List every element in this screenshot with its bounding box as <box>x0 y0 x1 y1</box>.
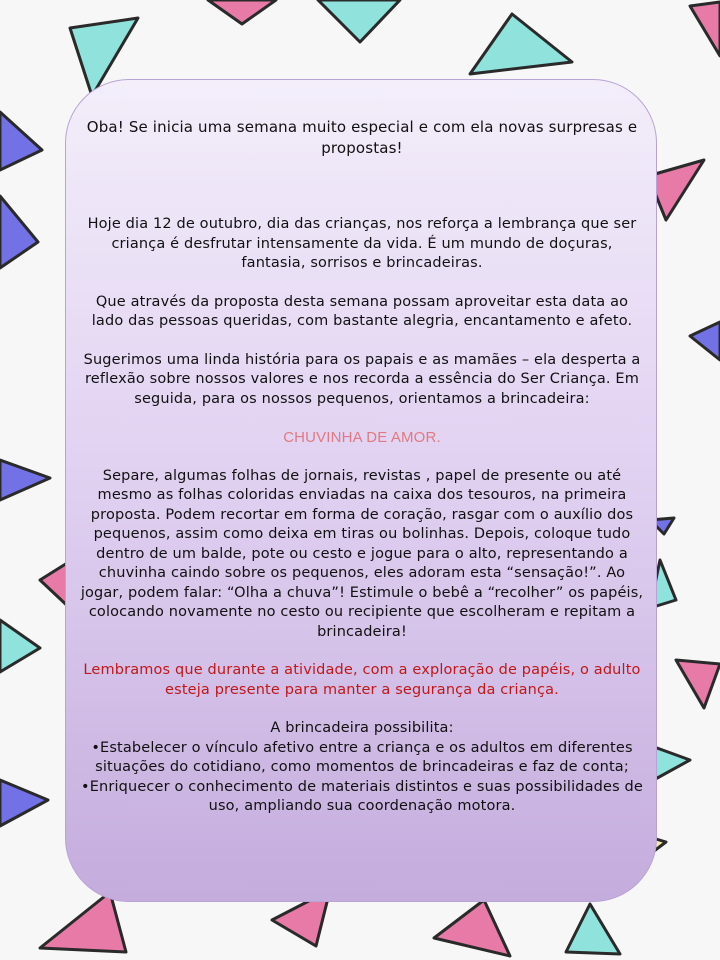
intro-text: Oba! Se inicia uma semana muito especial e com ela novas surpresas e propostas! <box>86 118 638 157</box>
pink-triangle <box>40 892 126 952</box>
benefit-item: •Estabelecer o vínculo afetivo entre a criança e os adultos em diferentes situações do cotidiano, como momentos de brincadeiras e faz de conta; <box>91 739 633 775</box>
benefits-heading: A brincadeira possibilita: <box>270 720 454 736</box>
paragraph-story-suggestion: Sugerimos uma linda história para os papais e as mamães – ela desperta a reflexão sobre nossos valores e nos recorda a essência do Ser Criança. Em seguida, para os nossos pequenos, orientamos a brincadeira: <box>83 351 641 407</box>
activity-title: CHUVINHA DE AMOR. <box>283 429 441 446</box>
pink-triangle <box>434 900 510 956</box>
blue-triangle <box>0 460 50 500</box>
pink-triangle <box>208 0 276 24</box>
pink-triangle <box>676 660 720 708</box>
benefit-item: •Enriquecer o conhecimento de materiais distintos e suas possibilidades de uso, ampliando sua coordenação motora. <box>81 778 643 814</box>
teal-triangle <box>566 904 620 954</box>
teal-triangle <box>0 620 40 672</box>
safety-warning: Lembramos que durante a atividade, com a exploração de papéis, o adulto esteja presente para manter a segurança da criança. <box>83 662 641 698</box>
teal-triangle <box>470 14 572 74</box>
paragraph-childrens-day: Hoje dia 12 de outubro, dia das crianças, nos reforça a lembrança que ser criança é desfrutar intensamente da vida. É um mundo de doçuras, fantasia, sorrisos e brincadeiras. <box>87 216 637 271</box>
teal-triangle <box>318 0 400 42</box>
activity-instructions: Separe, algumas folhas de jornais, revistas , papel de presente ou até mesmo as folhas coloridas enviadas na caixa dos tesouros, na primeira proposta. Podem recortar em forma de coração, rasgar com o auxílio dos pequenos, assim como deixa em tiras ou bolinhas. Depois, coloque tudo dentro de um balde, pote ou cesto e jogue para o alto, representando a chuvinha caindo sobre os pequenos, eles adoram esta “sensação!”. Ao jogar, podem falar: “Olha a chuva”! Estimule o bebê a “recolher” os papéis, colocando novamente no cesto ou recipiente que escolheram e repitam a brincadeira! <box>80 467 644 640</box>
blue-triangle <box>690 322 720 360</box>
blue-triangle <box>0 196 38 268</box>
blue-triangle <box>0 112 42 170</box>
blue-triangle <box>0 780 48 826</box>
pink-triangle <box>690 2 720 56</box>
document-body <box>80 117 644 817</box>
paragraph-proposal: Que através da proposta desta semana possam aproveitar esta data ao lado das pessoas queridas, com bastante alegria, encantamento e afeto. <box>91 293 633 329</box>
